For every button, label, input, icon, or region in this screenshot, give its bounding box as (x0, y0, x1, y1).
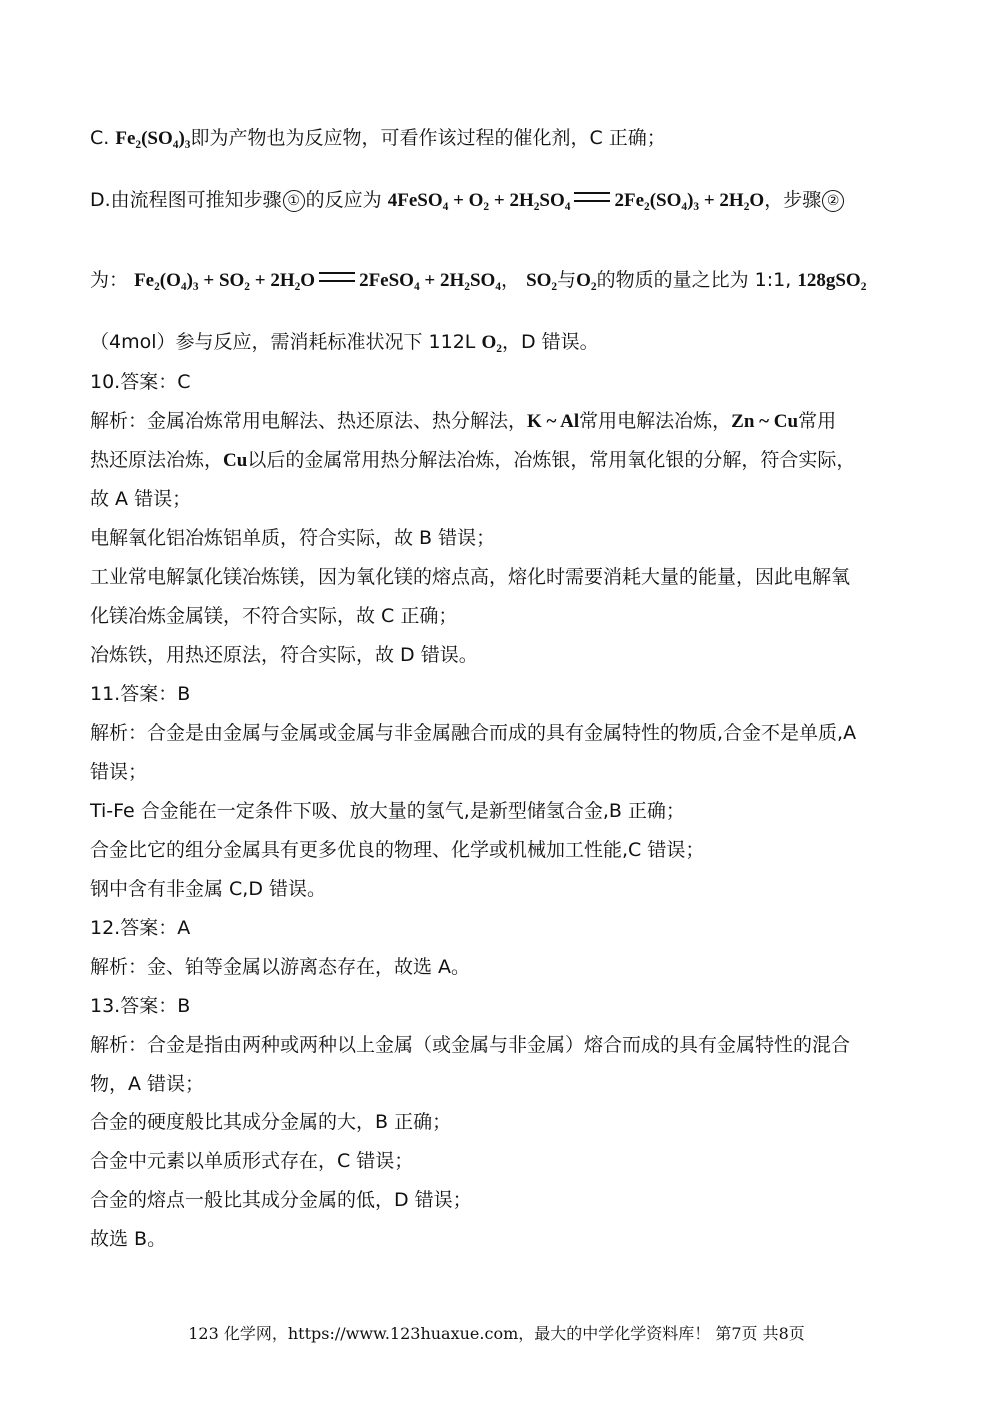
option-text: ， (501, 269, 521, 291)
option-text: 的物质的量之比为 1:1, (596, 269, 792, 291)
step-1-marker: ① (283, 190, 305, 212)
option-text: 与 (557, 269, 577, 291)
question-10-answer: 10.答案：C (90, 371, 191, 393)
option-text: 的反应为 (305, 189, 382, 211)
page-footer: 123 化学网，https://www.123huaxue.com，最大的中学化学资料库！ 第7页 共8页 (188, 1324, 805, 1343)
option-d-line (90, 187, 898, 214)
analysis-line: 冶炼铁，用热还原法，符合实际，故 D 错误。 (90, 644, 478, 666)
analysis-line: 解析：金、铂等金属以游离态存在，故选 A。 (90, 956, 471, 978)
formula: SO₂ (526, 270, 558, 291)
analysis-line: 故 A 错误； (90, 488, 192, 510)
option-text: D.由流程图可推知步骤 (90, 189, 282, 211)
analysis-line: 错误； (90, 761, 148, 783)
option-text: 即为产物也为反应物，可看作该过程的催化剂，C 正确； (190, 127, 666, 149)
analysis-line: 合金比它的组分金属具有更多优良的物理、化学或机械加工性能,C 错误； (90, 839, 705, 861)
analysis-line: 工业常电解氯化镁冶炼镁，因为氧化镁的熔点高，熔化时需要消耗大量的能量，因此电解氧 (90, 566, 851, 588)
formula: O₂ (481, 332, 502, 353)
formula: O₂ (576, 270, 597, 291)
analysis-line: 合金的硬度般比其成分金属的大，B 正确； (90, 1111, 452, 1133)
analysis-line: 合金的熔点一般比其成分金属的低，D 错误； (90, 1189, 472, 1211)
equation-left: 4FeSO₄ + O₂ + 2H₂SO₄ (387, 190, 571, 211)
analysis-line: 故选 B。 (90, 1228, 167, 1250)
text-line (90, 329, 898, 356)
formula: Fe₂(SO₄)₃ (115, 128, 191, 149)
analysis-text: 热还原法冶炼， (90, 449, 224, 471)
option-text: ，步骤 (764, 189, 822, 211)
equation-right: 2FeSO₄ + 2H₂SO₄ (359, 270, 502, 291)
analysis-line: 解析：合金是由金属与金属或金属与非金属融合而成的具有金属特性的物质,合金不是单质,A (90, 722, 857, 744)
formula: 128gSO₂ (797, 270, 867, 291)
question-13-answer: 13.答案：B (90, 995, 191, 1017)
analysis-text: 常用 (798, 410, 837, 432)
formula: Zn ~ Cu (731, 411, 799, 432)
formula: Cu (223, 450, 248, 471)
question-12-answer: 12.答案：A (90, 917, 191, 939)
formula: K ~ Al (527, 411, 580, 432)
option-text: （4mol）参与反应，需消耗标准状况下 112L (90, 331, 476, 353)
analysis-line: 解析：合金是指由两种或两种以上金属（或金属与非金属）熔合而成的具有金属特性的混合 (90, 1034, 851, 1056)
analysis-line: 合金中元素以单质形式存在，C 错误； (90, 1150, 414, 1172)
question-11-answer: 11.答案：B (90, 683, 191, 705)
option-text: 为： (90, 269, 129, 291)
equals-sign (319, 272, 355, 282)
equation-line-2 (90, 267, 898, 294)
analysis-line: 钢中含有非金属 C,D 错误。 (90, 878, 327, 900)
analysis-line: Ti-Fe 合金能在一定条件下吸、放大量的氢气,是新型储氢合金,B 正确； (90, 800, 685, 822)
option-label: C. (90, 127, 110, 149)
analysis-line (90, 447, 898, 474)
analysis-text: 常用电解法冶炼， (579, 410, 732, 432)
step-2-marker: ② (822, 190, 844, 212)
analysis-text: 解析：金属冶炼常用电解法、热还原法、热分解法， (90, 410, 528, 432)
equation-right: 2Fe₂(SO₄)₃ + 2H₂O (614, 190, 765, 211)
equation-left: Fe₂(O₄)₃ + SO₂ + 2H₂O (134, 270, 316, 291)
analysis-text: 以后的金属常用热分解法冶炼，冶炼银，常用氧化银的分解，符合实际， (247, 449, 856, 471)
option-text: ，D 错误。 (501, 331, 599, 353)
analysis-line (90, 408, 898, 435)
equals-sign (574, 192, 610, 202)
analysis-line: 化镁冶炼金属镁，不符合实际，故 C 正确； (90, 605, 458, 627)
analysis-line: 电解氧化铝冶炼铝单质，符合实际，故 B 错误； (90, 527, 496, 549)
option-c-line (90, 125, 898, 152)
analysis-line: 物，A 错误； (90, 1073, 205, 1095)
